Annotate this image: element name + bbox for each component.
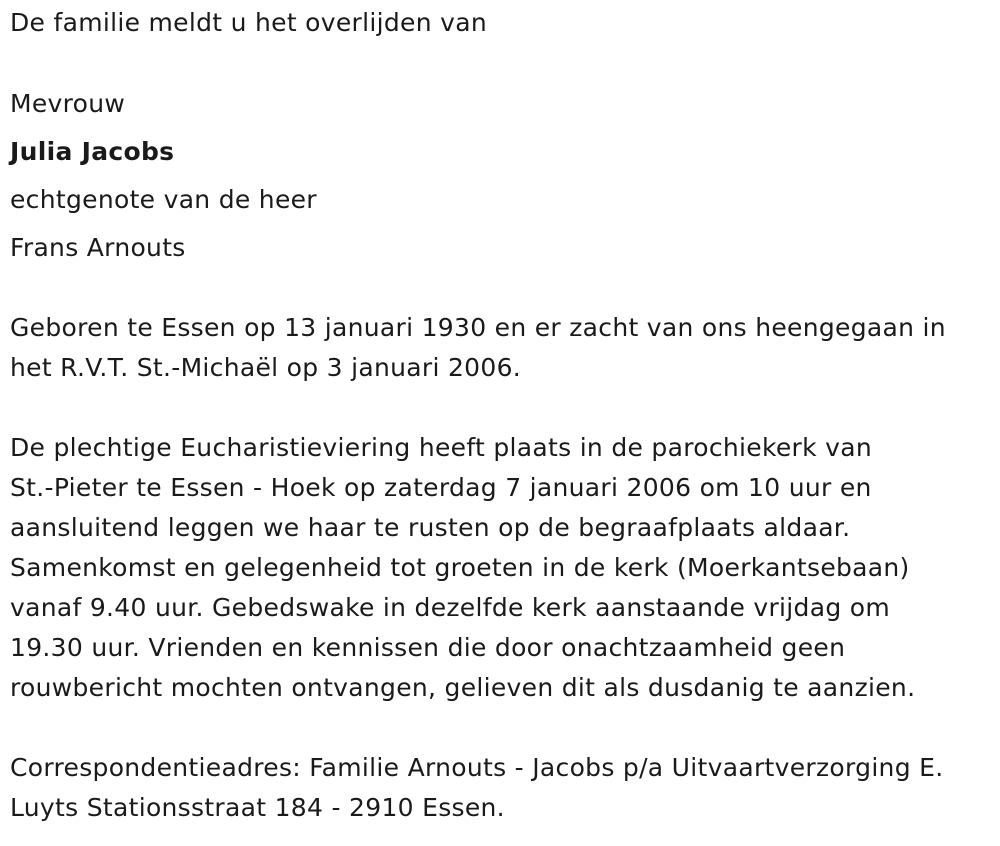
deceased-name: Julia Jacobs bbox=[10, 137, 175, 166]
correspondence-line: Correspondentieadres: Familie Arnouts - Jacobs p/a Uitvaartverzorging E. bbox=[10, 753, 944, 782]
correspondence-line: Luyts Stationsstraat 184 - 2910 Essen. bbox=[10, 793, 505, 822]
birth-line: Geboren te Essen op 13 januari 1930 en er zacht van ons heengegaan in bbox=[10, 313, 946, 342]
service-line: rouwbericht mochten ontvangen, gelieven dit als dusdanig te aanzien. bbox=[10, 673, 916, 702]
service-line: Samenkomst en gelegenheid tot groeten in de kerk (Moerkantsebaan) bbox=[10, 553, 910, 582]
service-line: St.-Pieter te Essen - Hoek op zaterdag 7 januari 2006 om 10 uur en bbox=[10, 473, 872, 502]
service-line: De plechtige Eucharistieviering heeft plaats in de parochiekerk van bbox=[10, 433, 872, 462]
birth-line: het R.V.T. St.-Michaël op 3 januari 2006. bbox=[10, 353, 522, 382]
service-line: vanaf 9.40 uur. Gebedswake in dezelfde kerk aanstaande vrijdag om bbox=[10, 593, 890, 622]
service-line: 19.30 uur. Vrienden en kennissen die door onachtzaamheid geen bbox=[10, 633, 846, 662]
intro-text: De familie meldt u het overlijden van bbox=[10, 8, 487, 37]
salutation-text: Mevrouw bbox=[10, 89, 126, 118]
service-line: aansluitend leggen we haar te rusten op de begraafplaats aldaar. bbox=[10, 513, 851, 542]
spouse-name: Frans Arnouts bbox=[10, 233, 186, 262]
relation-text: echtgenote van de heer bbox=[10, 185, 317, 214]
